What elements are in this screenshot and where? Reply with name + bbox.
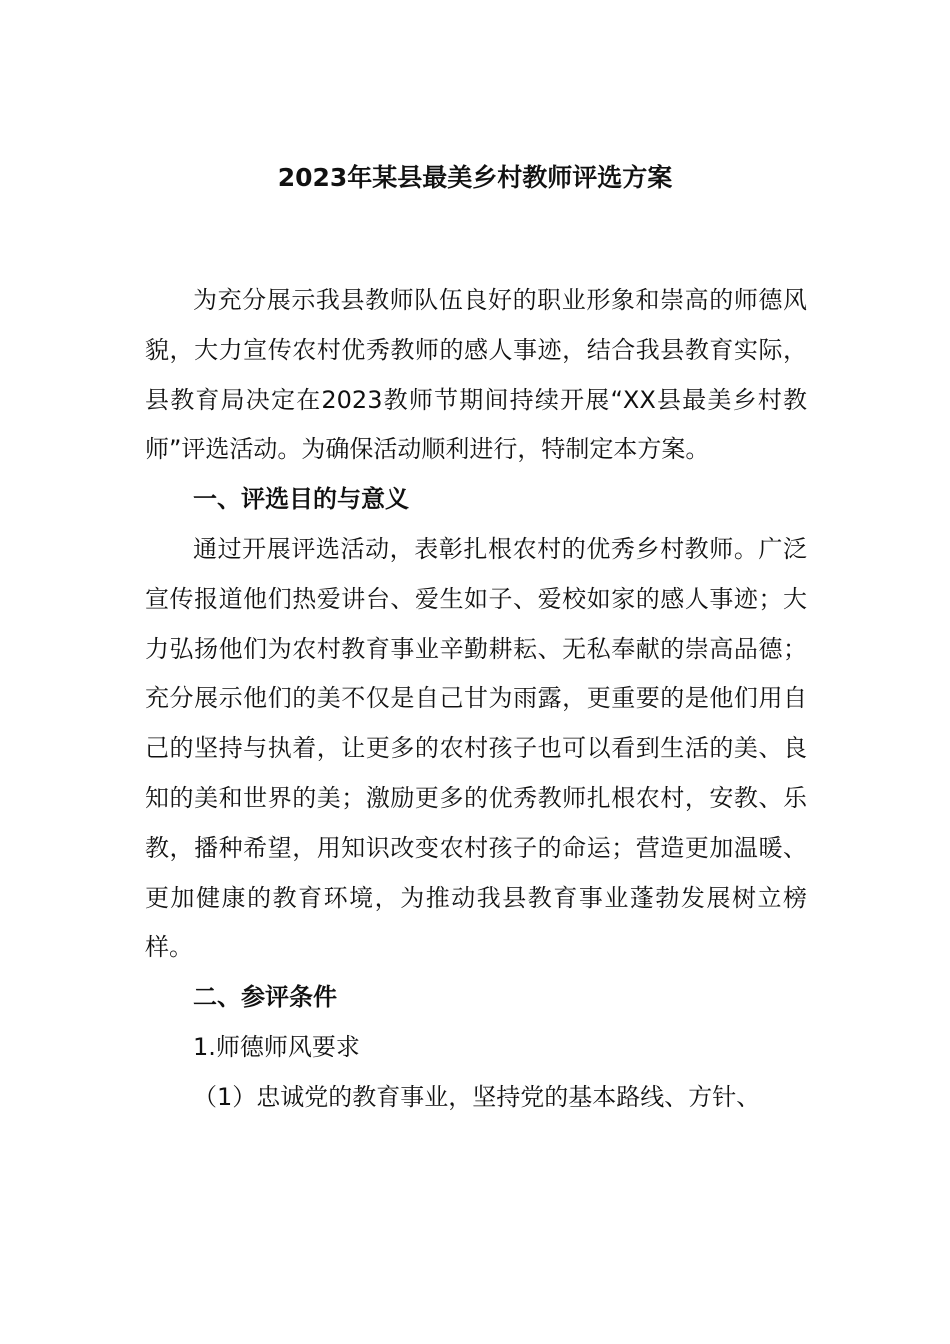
intro-paragraph: 为充分展示我县教师队伍良好的职业形象和崇高的师德风貌，大力宣传农村优秀教师的感人事迹，结合我县教育实际，县教育局决定在2023教师节期间持续开展“XX县最美乡村教师”评选活动。为确保活动顺利进行，特制定本方案。 xyxy=(145,286,807,464)
section-heading-purpose: 一、评选目的与意义 xyxy=(193,485,409,514)
condition-item-1: 1.师德师风要求 xyxy=(193,1032,360,1061)
condition-item-1-1: （1）忠诚党的教育事业，坚持党的基本路线、方针、 xyxy=(193,1082,761,1111)
document-body xyxy=(145,276,807,1123)
purpose-paragraph: 通过开展评选活动，表彰扎根农村的优秀乡村教师。广泛宣传报道他们热爱讲台、爱生如子、爱校如家的感人事迹；大力弘扬他们为农村教育事业辛勤耕耘、无私奉献的崇高品德；充分展示他们的美不仅是自己甘为雨露，更重要的是他们用自己的坚持与执着，让更多的农村孩子也可以看到生活的美、良知的美和世界的美；激励更多的优秀教师扎根农村，安教、乐教，播种希望，用知识改变农村孩子的命运；营造更加温暖、更加健康的教育环境，为推动我县教育事业蓬勃发展树立榜样。 xyxy=(145,534,807,962)
section-heading-conditions: 二、参评条件 xyxy=(193,983,337,1012)
document-title: 2023年某县最美乡村教师评选方案 xyxy=(277,163,673,192)
